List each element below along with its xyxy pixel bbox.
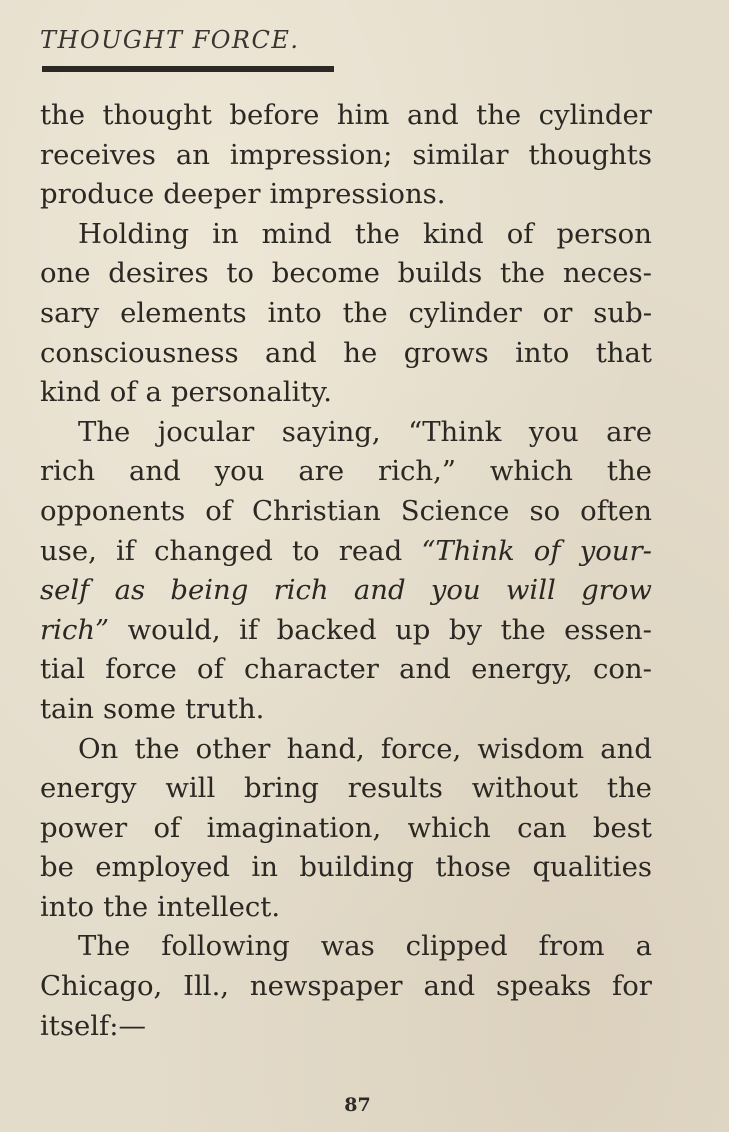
word: sub- [593, 296, 652, 329]
word: will [165, 772, 216, 805]
word: in [251, 851, 278, 884]
word: you [528, 415, 579, 448]
text-line [40, 730, 652, 770]
word: newspaper [249, 970, 403, 1003]
word: the [606, 455, 652, 488]
word: and [353, 574, 406, 607]
word: self [40, 574, 90, 607]
word: person [556, 217, 652, 250]
word: Science [400, 494, 510, 527]
word: one [40, 257, 91, 290]
word: itself:— [40, 1009, 146, 1042]
word: are [298, 455, 345, 488]
word: to [226, 257, 254, 290]
word: some [102, 692, 176, 725]
text-line [40, 571, 652, 611]
word: impressions. [269, 178, 446, 211]
word: and [406, 99, 459, 131]
word: power [40, 811, 128, 844]
text-line [40, 888, 652, 928]
word: would, [127, 613, 221, 646]
word: force, [380, 732, 462, 765]
text-line [40, 650, 652, 690]
head-rule [42, 66, 334, 72]
word: the [103, 890, 149, 923]
word: of [205, 494, 232, 527]
word: truth. [184, 692, 265, 725]
word: be [40, 851, 74, 884]
word: personality. [170, 376, 333, 409]
word: grows [403, 336, 489, 369]
text-line [40, 1007, 652, 1047]
word: without [471, 772, 579, 805]
word: the [342, 296, 388, 329]
word: wisdom [477, 732, 585, 765]
word: the [134, 732, 180, 765]
word: essen- [564, 613, 652, 646]
word: for [612, 970, 652, 1003]
word: the [500, 613, 546, 646]
word: of [197, 653, 224, 686]
word: and [423, 970, 476, 1003]
word: thoughts [528, 138, 652, 171]
word: him [336, 99, 390, 131]
word: results [347, 772, 443, 805]
text-line [40, 334, 652, 374]
word: being [170, 574, 249, 607]
word: grow [581, 574, 652, 607]
word: and [128, 455, 181, 488]
word: rich” [40, 613, 110, 646]
word: tial [40, 653, 86, 686]
text-line [40, 769, 652, 809]
word: a [635, 930, 652, 963]
word: force [105, 653, 177, 686]
word: thought [102, 99, 212, 131]
word: you [214, 455, 265, 488]
word: of [533, 534, 561, 567]
word: often [580, 494, 652, 527]
text-line [40, 215, 652, 255]
word: cylinder [538, 99, 652, 131]
text-line [40, 809, 652, 849]
word: of [109, 376, 137, 409]
word: and [600, 732, 652, 765]
word: a [145, 376, 162, 409]
word: con- [592, 653, 652, 686]
text-line [40, 96, 652, 136]
word: and [399, 653, 451, 686]
word: which [489, 455, 573, 488]
word: the [476, 99, 522, 131]
word: changed [154, 534, 273, 567]
word: so [529, 494, 561, 527]
word: into [515, 336, 570, 369]
word: of [506, 217, 534, 250]
word: backed [276, 613, 377, 646]
word: the [500, 257, 546, 290]
word: Chicago, [40, 970, 163, 1003]
word: energy [40, 772, 137, 805]
word: are [606, 415, 652, 448]
word: building [299, 851, 414, 884]
word: if [239, 613, 259, 646]
word: was [320, 930, 375, 963]
word: Holding [78, 217, 190, 250]
word: that [595, 336, 652, 369]
word: bring [244, 772, 319, 805]
text-line [40, 927, 652, 967]
word: cylinder [408, 296, 522, 329]
word: as [114, 574, 146, 607]
word: intellect. [157, 890, 281, 923]
word: energy, [471, 653, 573, 686]
word: elements [120, 296, 247, 329]
text-line [40, 848, 652, 888]
word: The [78, 930, 131, 963]
word: rich [40, 455, 96, 488]
word: qualities [532, 851, 652, 884]
word: will [505, 574, 556, 607]
word: “Think [408, 415, 502, 448]
word: and [265, 336, 317, 369]
text-line [40, 413, 652, 453]
word: hand, [286, 732, 365, 765]
word: receives [40, 138, 156, 171]
word: the [354, 217, 400, 250]
word: Christian [251, 494, 381, 527]
word: Ill., [183, 970, 230, 1003]
word: kind [40, 376, 101, 409]
word: character [244, 653, 379, 686]
text-line [40, 532, 652, 572]
word: deeper [163, 178, 261, 211]
word: consciousness [40, 336, 239, 369]
word: best [592, 811, 652, 844]
word: jocular [157, 415, 255, 448]
word: become [271, 257, 380, 290]
page-number: 87 [344, 1094, 371, 1116]
word: up [395, 613, 431, 646]
word: tain [40, 692, 94, 725]
word: similar [412, 138, 509, 171]
word: which [407, 811, 491, 844]
word: impression; [229, 138, 393, 171]
text-line [40, 175, 652, 215]
word: the [40, 99, 86, 131]
word: sary [40, 296, 100, 329]
word: can [517, 811, 567, 844]
word: to [292, 534, 320, 567]
word: the [606, 772, 652, 805]
word: rich [273, 574, 329, 607]
running-head: THOUGHT FORCE. [40, 26, 300, 54]
word: you [430, 574, 481, 607]
word: from [538, 930, 605, 963]
word: other [195, 732, 271, 765]
word: he [343, 336, 378, 369]
text-line [40, 967, 652, 1007]
text-line [40, 452, 652, 492]
text-line [40, 690, 652, 730]
word: desires [108, 257, 209, 290]
word: before [229, 99, 320, 131]
word: On [78, 732, 119, 765]
text-line [40, 492, 652, 532]
word: neces- [562, 257, 652, 290]
word: speaks [496, 970, 592, 1003]
text-line [40, 611, 652, 651]
word: produce [40, 178, 155, 211]
word: into [267, 296, 322, 329]
word: “Think [421, 534, 515, 567]
word: read [338, 534, 403, 567]
word: builds [397, 257, 483, 290]
text-line [40, 254, 652, 294]
word: The [78, 415, 131, 448]
word: saying, [281, 415, 381, 448]
word: opponents [40, 494, 186, 527]
word: imagination, [206, 811, 382, 844]
word: in [212, 217, 239, 250]
word: following [161, 930, 290, 963]
word: use, [40, 534, 97, 567]
word: rich,” [378, 455, 456, 488]
word: kind [422, 217, 484, 250]
word: by [448, 613, 483, 646]
word: clipped [405, 930, 508, 963]
word: mind [261, 217, 332, 250]
word: into [40, 890, 95, 923]
text-line [40, 136, 652, 176]
word: employed [95, 851, 231, 884]
word: if [116, 534, 135, 567]
word: your- [579, 534, 652, 567]
text-line [40, 294, 652, 334]
word: those [435, 851, 512, 884]
word: or [542, 296, 573, 329]
word: an [175, 138, 210, 171]
body-text [40, 96, 652, 1046]
text-line [40, 373, 652, 413]
word: of [153, 811, 181, 844]
